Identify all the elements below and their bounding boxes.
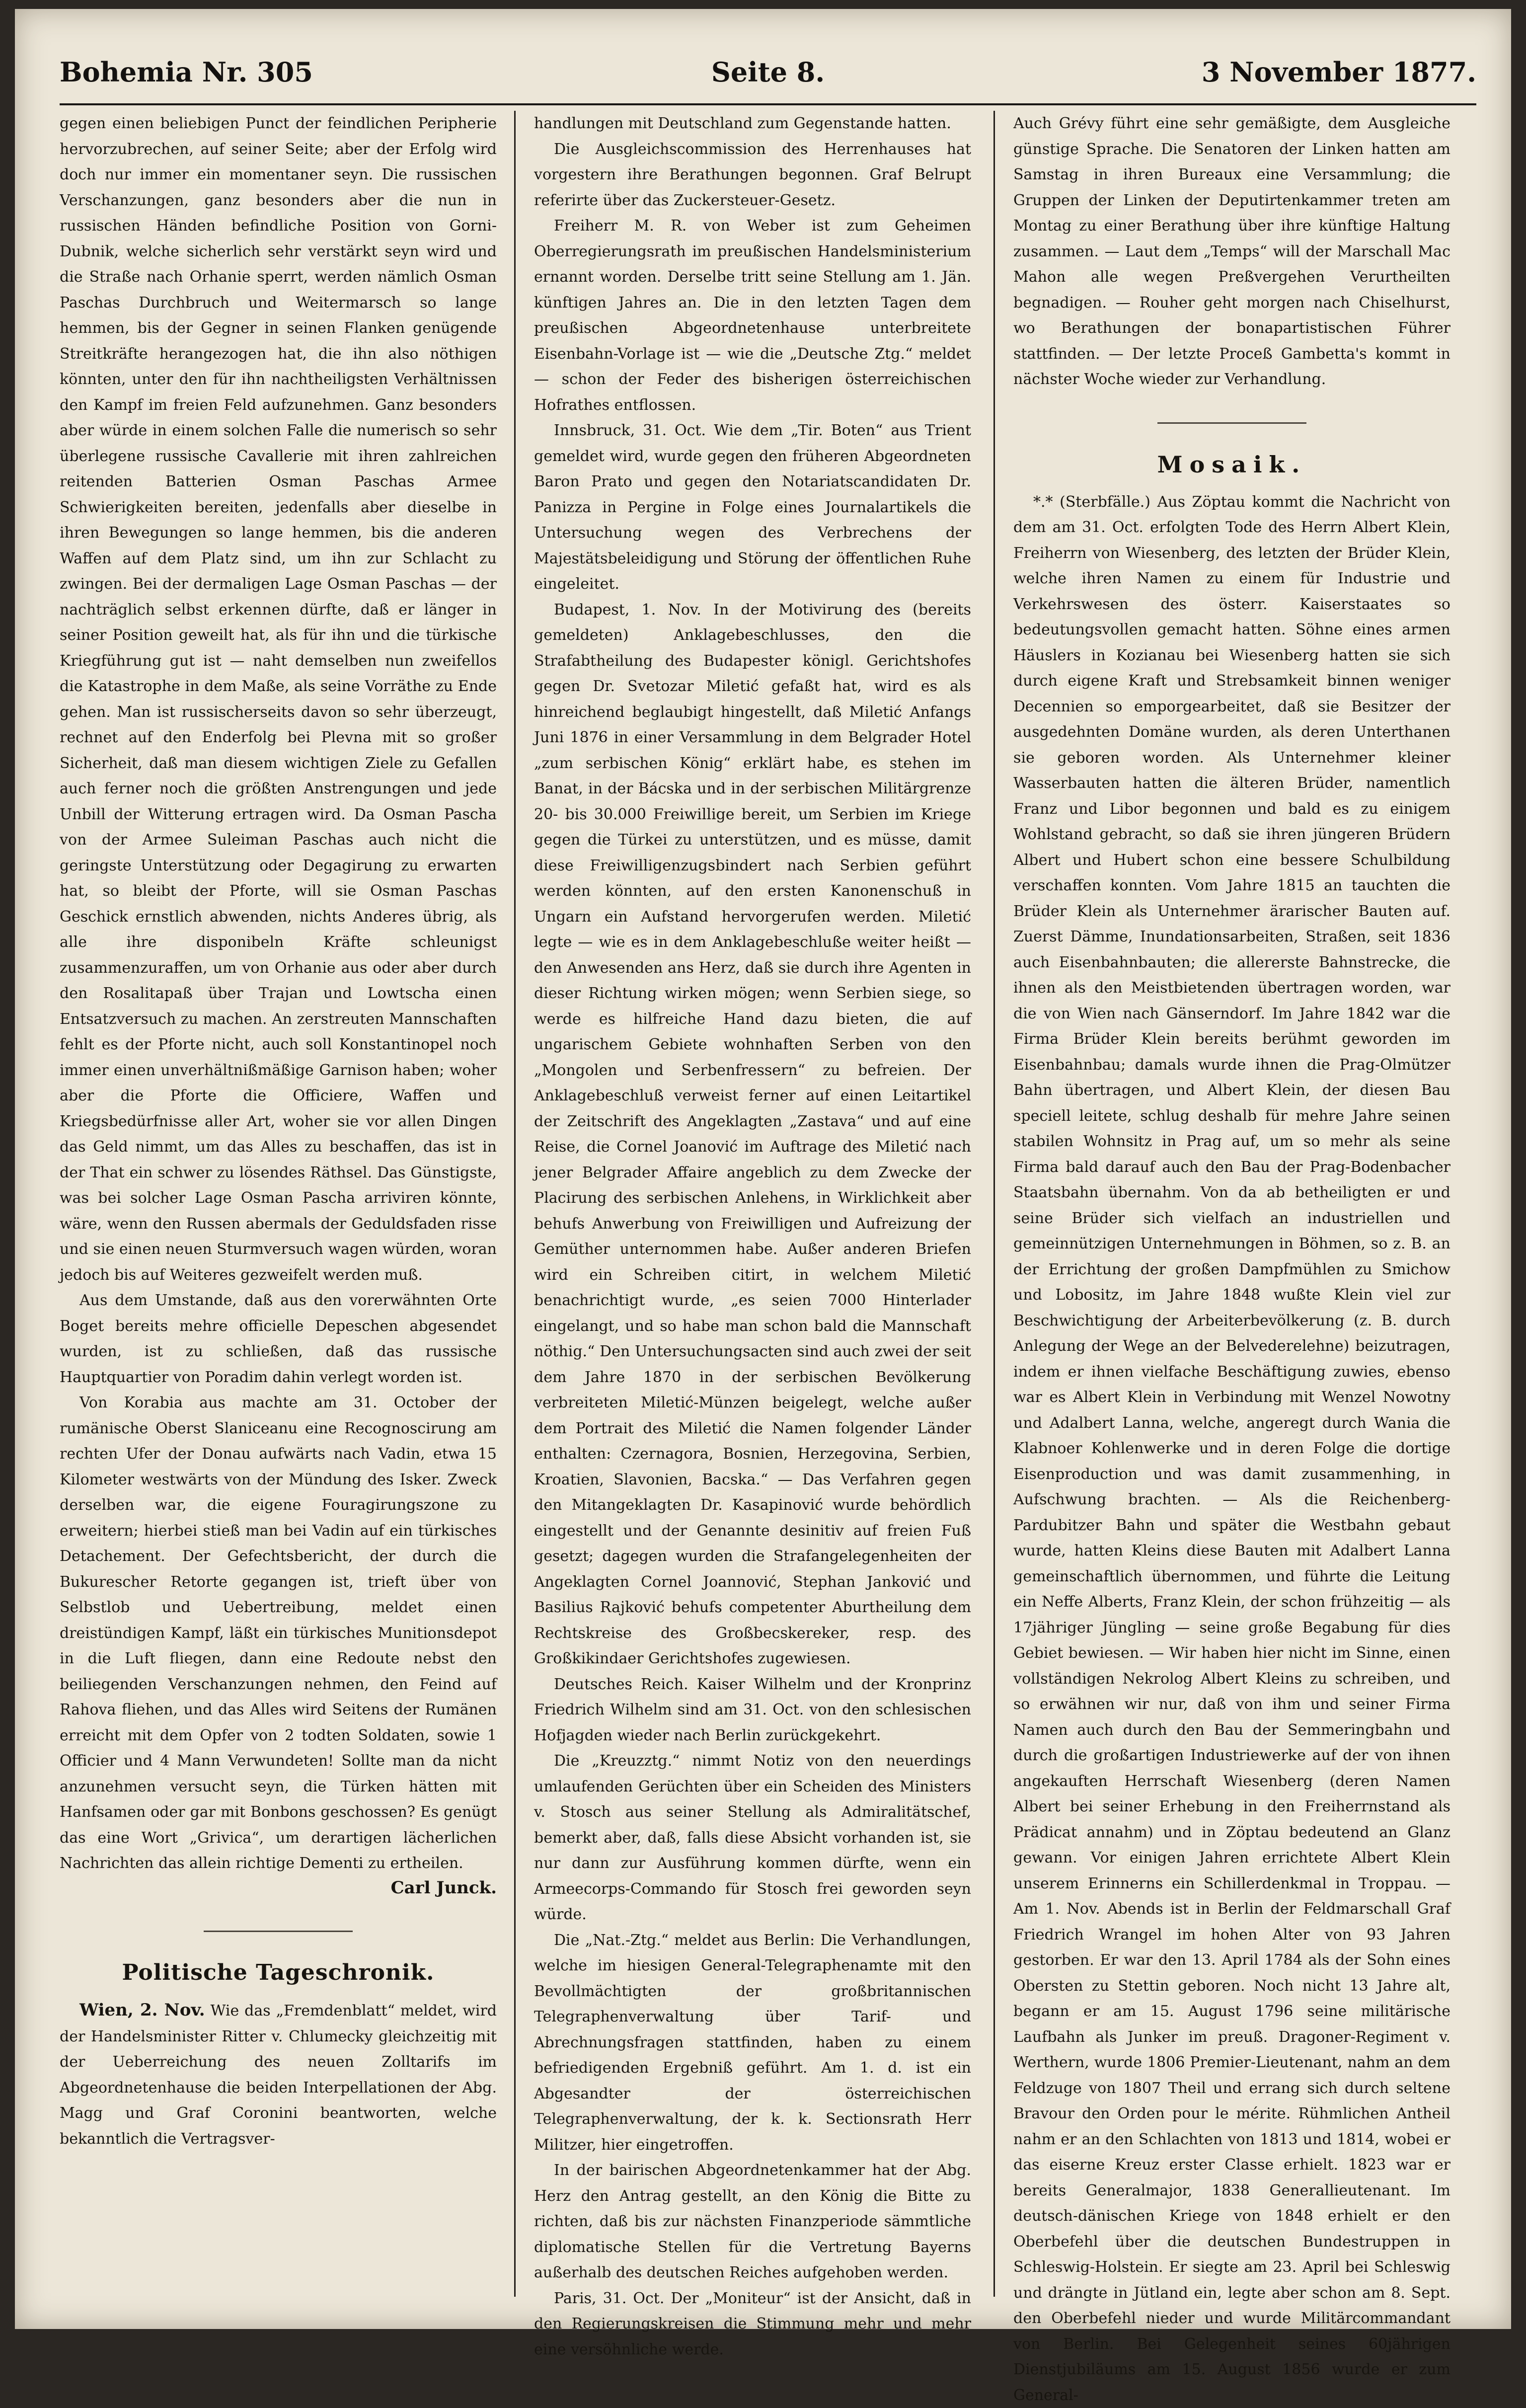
article-paragraph: Innsbruck, 31. Oct. Wie dem „Tir. Boten“ aus Trient gemeldet wird, wurde gegen den früheren Abgeordneten Baron Prato und gegen den Notariatscandidaten Dr. Panizza in Pergine in Folge eines Journalartikels die Untersuchung wegen des Verbrechens der Majestätsbeleidigung und Störung der öffentlichen Ruhe eingeleitet. bbox=[534, 418, 971, 597]
article-paragraph: Freiherr M. R. von Weber ist zum Geheimen Oberregierungsrath im preußischen Handelsministerium ernannt worden. Derselbe tritt seine Stellung am 1. Jän. künftigen Jahres an. Die in den letzten Tagen dem preußischen Abgeordnetenhause unterbreitete Eisenbahn-Vorlage ist — wie die „Deutsche Ztg.“ meldet — schon der Feder des bisherigen österreichischen Hofrathes entflossen. bbox=[534, 213, 971, 418]
article-paragraph: *.* (Sterbfälle.) Aus Zöptau kommt die Nachricht von dem am 31. Oct. erfolgten Tode des Herrn Albert Klein, Freiherrn von Wiesenberg, des letzten der Brüder Klein, welche ihren Namen zu einem für Industrie und Verkehrswesen des österr. Kaiserstaates so bedeutungsvollen gemacht hatten. Söhne eines armen Häuslers in Kozianau bei Wiesenberg hatten sie sich durch eigene Kraft und Strebsamkeit binnen weniger Decennien so emporgearbeitet, daß sie Besitzer der ausgedehnten Domäne wurden, als deren Unterthanen sie geboren worden. Als Unternehmer kleiner Wasserbauten hatten die älteren Brüder, namentlich Franz und Libor begonnen und bald es zu einigem Wohlstand gebracht, so daß sie ihren jüngeren Brüdern Albert und Hubert schon eine bessere Schulbildung verschaffen konnten. Vom Jahre 1815 an tauchten die Brüder Klein als Unternehmer ärarischer Bauten auf. Zuerst Dämme, Inundationsarbeiten, Straßen, seit 1836 auch Eisenbahnbauten; die allererste Bahnstrecke, die ihnen als den Meistbietenden übertragen worden, war die von Wien nach Gänserndorf. Im Jahre 1842 war die Firma Brüder Klein bereits berühmt geworden im Eisenbahnbau; damals wurde ihnen die Prag-Olmützer Bahn übertragen, und Albert Klein, der diesen Bau speciell leitete, schlug deshalb für mehre Jahre seinen stabilen Wohnsitz in Prag auf, um so mehr als seine Firma bald darauf auch den Bau der Prag-Bodenbacher Staatsbahn übernahm. Von da ab betheiligten er und seine Brüder sich vielfach an industriellen und gemeinnützigen Unternehmungen in Böhmen, so z. B. an der Errichtung der großen Dampfmühlen zu Smichow und Lobositz, im Jahre 1848 wußte Klein viel zur Beschwichtigung der Arbeiterbevölkerung (z. B. durch Anlegung der Wege an der Belvederelehne) beizutragen, indem er ihnen vielfache Beschäftigung zuwies, ebenso war es Albert Klein in Verbindung mit Wenzel Nowotny und Adalbert Lanna, welche, angeregt durch Wania die Klabnoer Kohlenwerke und in deren Folge die dortige Eisenproduction und was damit zusammenhing, in Aufschwung brachten. — Als die Reichenberg-Pardubitzer Bahn und später die Westbahn gebaut wurde, hatten Kleins diese Bauten mit Adalbert Lanna gemeinschaftlich übernommen, und führte die Leitung ein Neffe Alberts, Franz Klein, der schon frühzeitig — als 17jähriger Jüngling — seine große Begabung für dies Gebiet bewiesen. — Wir haben hier nicht im Sinne, einen vollständigen Nekrolog Albert Kleins zu schreiben, und so erwähnen wir nur, daß von ihm und seiner Firma Namen auch durch den Bau der Semmeringbahn und durch die großartigen Industriewerke auf der von ihnen angekauften Herrschaft Wiesenberg (deren Namen Albert bei seiner Erhebung in den Freiherrnstand als Prädicat annahm) und in Zöptau bedeutend an Glanz gewann. Vor einigen Jahren errichtete Albert Klein unserem Erinnerns ein Schillerdenkmal in Troppau. — Am 1. Nov. Abends ist in Berlin der Feldmarschall Graf Friedrich Wrangel im hohen Alter von 93 Jahren gestorben. Er war den 13. April 1784 als der Sohn eines Obersten zu Stettin geboren. Noch nicht 13 Jahre alt, begann er am 15. August 1796 seine militärische Laufbahn als Junker im preuß. Dragoner-Regiment v. Werthern, wurde 1806 Premier-Lieutenant, nahm an dem Feldzuge von 1807 Theil und errang sich durch seltene Bravour den Orden pour le mérite. Rühmlichen Antheil nahm er an den Schlachten von 1813 und 1814, wobei er das eiserne Kreuz erster Classe erhielt. 1823 war er bereits Generalmajor, 1838 Generallieutenant. Im deutsch-dänischen Kriege von 1848 erhielt er den Oberbefehl über die deutschen Bundestruppen in Schleswig-Holstein. Er siegte am 23. April bei Schleswig und drängte in Jütland ein, legte aber schon am 8. Sept. den Oberbefehl nieder und wurde Militärcommandant von Berlin. Bei Gelegenheit seines 60jährigen Dienstjubiläums am 15. August 1856 wurde er zum General- bbox=[1013, 489, 1450, 2408]
section-title-politische-tageschronik: Politische Tageschronik. bbox=[60, 1953, 497, 1993]
column-rule bbox=[514, 111, 516, 2297]
masthead-rule bbox=[60, 103, 1476, 105]
article-paragraph: In der bairischen Abgeordnetenkammer hat der Abg. Herz den Antrag gestellt, an den König die Bitte zu richten, daß bis zur nächsten Finanzperiode sämmtliche diplomatische Stellen für die Vertretung Bayerns außerhalb des deutschen Reiches aufgehoben werden. bbox=[534, 2158, 971, 2286]
article-paragraph: Die „Nat.-Ztg.“ meldet aus Berlin: Die Verhandlungen, welche im hiesigen General-Telegraphenamte mit den Bevollmächtigten der großbritannischen Telegraphenverwaltung über Tarif- und Abrechnungsfragen stattfinden, haben zu einem befriedigenden Ergebniß geführt. Am 1. d. ist ein Abgesandter der österreichischen Telegraphenverwaltung, der k. k. Sectionsrath Herr Militzer, hier eingetroffen. bbox=[534, 1928, 971, 2158]
page-number: Seite 8. bbox=[60, 56, 1476, 88]
section-title-mosaik: Mosaik. bbox=[1013, 445, 1450, 484]
column-2 bbox=[534, 111, 971, 2297]
article-paragraph: gegen einen beliebigen Punct der feindlichen Peripherie hervorzubrechen, auf seiner Seite; aber der Erfolg wird doch nur immer ein momentaner seyn. Die russischen Verschanzungen, ganz besonders aber die nun in russischen Händen befindliche Position von Gorni-Dubnik, welche sicherlich sehr verstärkt seyn wird und die Straße nach Orhanie sperrt, werden nämlich Osman Paschas Durchbruch und Weitermarsch so lange hemmen, bis der Gegner in seinen Flanken genügende Streitkräfte herangezogen hat, die ihn also nöthigen könnten, unter den für ihn nachtheiligsten Verhältnissen den Kampf im freien Feld aufzunehmen. Ganz besonders aber würde in einem solchen Falle die numerisch so sehr überlegene russische Cavallerie mit ihren zahlreichen reitenden Batterien Osman Paschas Armee Schwierigkeiten bereiten, jedenfalls aber dieselbe in ihren Bewegungen so lange hemmen, bis die anderen Waffen auf dem Platz sind, um ihn zur Schlacht zu zwingen. Bei der dermaligen Lage Osman Paschas — der nachträglich selbst erkennen dürfte, daß er länger in seiner Position geweilt hat, als für ihn und die türkische Kriegführung gut ist — naht demselben nun zweifellos die Katastrophe in dem Maße, als seine Vorräthe zu Ende gehen. Man ist russischerseits davon so sehr überzeugt, rechnet auf den Enderfolg bei Plevna mit so großer Sicherheit, daß man diesem wichtigen Ziele zu Gefallen auch ferner noch die größten Anstrengungen und jede Unbill der Witterung ertragen wird. Da Osman Pascha von der Armee Suleiman Paschas auch nicht die geringste Unterstützung oder Degagirung zu erwarten hat, so bleibt der Pforte, will sie Osman Paschas Geschick ernstlich abwenden, nichts Anderes übrig, als alle ihre disponibeln Kräfte schleunigst zusammenzuraffen, um von Orhanie aus oder aber durch den Rosalitapaß über Trajan und Lowtscha einen Entsatzversuch zu machen. An zerstreuten Mannschaften fehlt es der Pforte nicht, auch soll Konstantinopel noch immer einen unverhältnißmäßige Garnison haben; woher aber die Pforte die Officiere, Waffen und Kriegsbedürfnisse aller Art, woher sie vor allen Dingen das Geld nimmt, um das Alles zu beschaffen, das ist in der That ein schwer zu lösendes Räthsel. Das Günstigste, was bei solcher Lage Osman Pascha arriviren könnte, wäre, wenn den Russen abermals der Geduldsfaden risse und sie einen neuen Sturmversuch wagen würden, woran jedoch bis auf Weiteres gezweifelt werden muß. bbox=[60, 111, 497, 1288]
text-columns bbox=[60, 111, 1476, 2297]
article-paragraph: Die „Kreuzztg.“ nimmt Notiz von den neuerdings umlaufenden Gerüchten über ein Scheiden des Ministers v. Stosch aus seiner Stellung als Admiralitätschef, bemerkt aber, daß, falls diese Absicht vorhanden ist, sie nur dann zur Ausführung kommen dürfte, wenn ein Armeecorps-Commando für Stosch frei geworden seyn würde. bbox=[534, 1748, 971, 1928]
column-rule bbox=[993, 111, 995, 2297]
column-1 bbox=[60, 111, 497, 2297]
article-paragraph: Paris, 31. Oct. Der „Moniteur“ ist der Ansicht, daß in den Regierungskreisen die Stimmung mehr und mehr eine versöhnliche werde. bbox=[534, 2286, 971, 2363]
article-paragraph: Die Ausgleichscommission des Herrenhauses hat vorgestern ihre Berathungen begonnen. Graf Belrupt referirte über das Zuckersteuer-Gesetz. bbox=[534, 137, 971, 214]
section-divider bbox=[1157, 422, 1306, 424]
section-divider bbox=[204, 1931, 353, 1932]
article-paragraph: Von Korabia aus machte am 31. October der rumänische Oberst Slaniceanu eine Recognoscirung am rechten Ufer der Donau aufwärts nach Vadin, etwa 15 Kilometer westwärts von der Mündung des Isker. Zweck derselben war, die eigene Fouragirungszone zu erweitern; hierbei stieß man bei Vadin auf ein türkisches Detachement. Der Gefechtsbericht, der durch die Bukurescher Retorte gegangen ist, trieft über von Selbstlob und Uebertreibung, meldet einen dreistündigen Kampf, läßt ein türkisches Munitionsdepot in die Luft fliegen, dann eine Redoute nebst den beiliegenden Verschanzungen nehmen, den Feind auf Rahova fliehen, und das Alles wird Seitens der Rumänen erreicht mit dem Opfer von 2 todten Soldaten, sowie 1 Officier und 4 Mann Verwundeten! Sollte man da nicht anzunehmen versucht seyn, die Türken hätten mit Hanfsamen oder gar mit Bonbons geschossen? Es genügt das eine Wort „Grivica“, um derartigen lächerlichen Nachrichten das allein richtige Dementi zu ertheilen. bbox=[60, 1390, 497, 1876]
author-signature: Carl Junck. bbox=[60, 1875, 497, 1901]
article-paragraph: Deutsches Reich. Kaiser Wilhelm und der Kronprinz Friedrich Wilhelm sind am 31. Oct. von den schlesischen Hofjagden wieder nach Berlin zurückgekehrt. bbox=[534, 1672, 971, 1749]
article-paragraph: Auch Grévy führt eine sehr gemäßigte, dem Ausgleiche günstige Sprache. Die Senatoren der Linken hatten am Samstag in ihren Bureaux eine Versammlung; die Gruppen der Linken der Deputirtenkammer treten am Montag zu einer Berathung über ihre künftige Haltung zusammen. — Laut dem „Temps“ will der Marschall Mac Mahon alle wegen Preßvergehen Verurtheilten begnadigen. — Rouher geht morgen nach Chiselhurst, wo Berathungen der bonapartistischen Führer stattfinden. — Der letzte Proceß Gambetta's kommt in nächster Woche wieder zur Verhandlung. bbox=[1013, 111, 1450, 392]
dateline: Wien, 2. Nov. bbox=[79, 2000, 205, 2020]
newspaper-page bbox=[15, 9, 1511, 2329]
article-paragraph: Budapest, 1. Nov. In der Motivirung des (bereits gemeldeten) Anklagebeschlusses, den die Strafabtheilung des Budapester königl. Gerichtshofes gegen Dr. Svetozar Miletić gefaßt hat, wird es als hinreichend beglaubigt hingestellt, daß Miletić Anfangs Juni 1876 in einer Versammlung in dem Belgrader Hotel „zum serbischen König“ erklärt habe, es stehen im Banat, in der Bácska und in der serbischen Militärgrenze 20- bis 30.000 Freiwillige bereit, um Serbien im Kriege gegen die Türkei zu unterstützen, und es müsse, damit diese Freiwilligenzugsbindert nach Serbien geführt werden könnten, auf den ersten Kanonenschuß in Ungarn ein Aufstand hervorgerufen werden. Miletić legte — wie es in dem Anklagebeschluße weiter heißt — den Anwesenden ans Herz, daß sie durch ihre Agenten in dieser Richtung wirken mögen; wenn Serbien siege, so werde es hilfreiche Hand dazu bieten, die auf ungarischem Gebiete wohnhaften Serben von den „Mongolen und Serbenfressern“ zu befreien. Der Anklagebeschluß verweist ferner auf einen Leitartikel der Zeitschrift des Angeklagten „Zastava“ und auf eine Reise, die Cornel Joanović im Auftrage des Miletić nach jener Belgrader Affaire angeblich zu dem Zwecke der Placirung des serbischen Anlehens, in Wirklichkeit aber behufs Anwerbung von Freiwilligen und Aufreizung der Gemüther unternommen habe. Außer anderen Briefen wird ein Schreiben citirt, in welchem Miletić benachrichtigt wurde, „es seien 7000 Hinterlader eingelangt, und so habe man schon bald die Mannschaft nöthig.“ Den Untersuchungsacten sind auch zwei der seit dem Jahre 1870 in der serbischen Bevölkerung verbreiteten Miletić-Münzen beigelegt, welche außer dem Portrait des Miletić die Namen folgender Länder enthalten: Czernagora, Bosnien, Herzegovina, Serbien, Kroatien, Slavonien, Bacska.“ — Das Verfahren gegen den Mitangeklagten Dr. Kasapinović wurde behördlich eingestellt und der Genannte desinitiv auf freien Fuß gesetzt; dagegen wurden die Strafangelegenheiten der Angeklagten Cornel Joannović, Stephan Janković und Basilius Rajković behufs competenter Aburtheilung dem Rechtskreise des Großbecskereker, resp. des Großkikindaer Gerichtshofes zugewiesen. bbox=[534, 597, 971, 1672]
issue-date: 3 November 1877. bbox=[1202, 56, 1476, 88]
article-paragraph: Wie das „Fremdenblatt“ meldet, wird der Handelsminister Ritter v. Chlumecky gleichzeitig mit der Ueberreichung des neuen Zolltarifs im Abgeordnetenhause die beiden Interpellationen der Abg. Magg und Graf Coronini beantworten, welche bekanntlich die Vertragsver- bbox=[60, 2002, 497, 2148]
newspaper-issue: Bohemia Nr. 305 bbox=[60, 56, 313, 88]
article-paragraph: handlungen mit Deutschland zum Gegenstande hatten. bbox=[534, 111, 971, 137]
article-paragraph: Aus dem Umstande, daß aus den vorerwähnten Orte Boget bereits mehre officielle Depeschen abgesendet wurden, ist zu schließen, daß das russische Hauptquartier von Poradim dahin verlegt worden ist. bbox=[60, 1288, 497, 1390]
column-3 bbox=[1013, 111, 1450, 2297]
masthead bbox=[60, 56, 1476, 101]
scan-border-left bbox=[0, 0, 15, 2341]
